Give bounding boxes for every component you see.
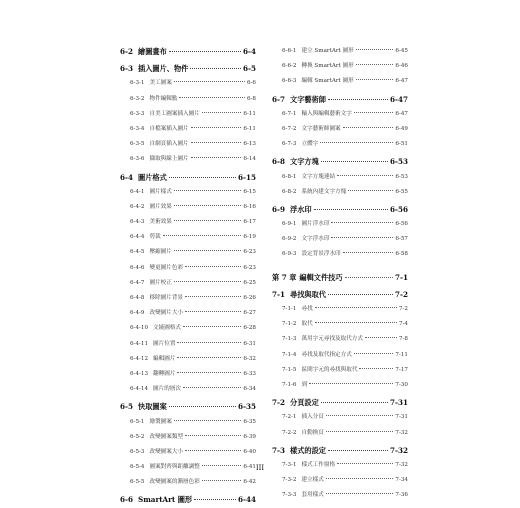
toc-entry-chapter — [272, 270, 408, 285]
toc-entry-number: 6-7 — [272, 94, 285, 104]
toc-entry-sub — [272, 170, 408, 185]
toc-entry-section — [120, 44, 256, 59]
toc-entry-number: 6-5-1 — [130, 418, 145, 425]
toc-entry-title: 自網頁插入圖片 — [149, 141, 189, 148]
toc-entry-number: 7-1-6 — [282, 381, 297, 388]
toc-entry-sub — [272, 44, 408, 59]
toc-entry-page: 7-32 — [390, 445, 408, 455]
toc-entry-sub — [120, 185, 256, 200]
dot-leader — [185, 266, 241, 267]
dot-leader — [315, 322, 397, 323]
dot-leader — [174, 420, 242, 421]
toc-entry-page: 6-28 — [243, 325, 256, 332]
toc-entry-page: 6-4 — [243, 47, 256, 56]
toc-entry-number: 6-8-2 — [282, 188, 297, 195]
toc-entry-number: 6-5-2 — [130, 433, 145, 440]
toc-entry-sub — [272, 302, 408, 317]
toc-entry-page: 7-32 — [395, 461, 408, 468]
toc-entry-page: 6-14 — [243, 156, 256, 163]
toc-entry-number: 6-4-4 — [130, 234, 145, 241]
dot-leader — [331, 237, 393, 238]
toc-entry-section — [120, 492, 256, 507]
toc-entry-number: 7-3 — [272, 445, 285, 455]
toc-entry-title: 插入圖片、物件 — [138, 64, 189, 74]
toc-entry-title: 建立 SmartArt 圖形 — [301, 48, 354, 54]
dot-leader — [174, 250, 242, 251]
toc-entry-sub — [120, 76, 256, 91]
dot-leader — [179, 97, 245, 98]
toc-entry-number: 6-3-2 — [130, 95, 145, 102]
dot-leader — [185, 296, 241, 297]
toc-entry-title: SmartArt 圖形 — [138, 495, 193, 505]
dot-leader — [183, 326, 241, 327]
toc-entry-number: 6-4-2 — [130, 203, 145, 210]
toc-entry-page: 6-26 — [243, 295, 256, 301]
toc-entry-number: 6-3-4 — [130, 125, 145, 132]
toc-entry-page: 7-36 — [395, 492, 408, 499]
toc-entry-title: 圖片的層次 — [153, 386, 182, 393]
dot-leader — [356, 64, 394, 65]
toc-entry-section — [272, 443, 408, 458]
toc-entry-number: 6-8-1 — [282, 173, 297, 180]
dot-leader — [177, 372, 241, 373]
dot-leader — [177, 342, 241, 343]
toc-entry-page: 6-56 — [390, 204, 408, 214]
toc-entry-title: 到 — [301, 381, 308, 388]
toc-entry-page: 6-56 — [395, 221, 408, 228]
toc-entry-title: 區間字元的尋找與取代 — [301, 366, 358, 373]
dot-leader — [191, 157, 242, 158]
dot-leader — [321, 402, 388, 403]
toc-entry-title: 改變圖案的漸層色彩 — [149, 479, 200, 486]
toc-entry-page: 6-13 — [243, 141, 256, 148]
toc-entry-page: 6-15 — [238, 172, 256, 182]
toc-entry-title: 改變圖案大小 — [149, 448, 184, 455]
dot-leader — [328, 294, 393, 295]
toc-entry-sub — [272, 363, 408, 378]
toc-entry-number: 6-7-2 — [282, 125, 297, 132]
toc-entry-page: 7-31 — [395, 414, 408, 421]
toc-entry-title: 剪裁 — [149, 234, 161, 241]
dot-leader — [202, 112, 242, 113]
toc-entry-sub — [272, 74, 408, 89]
toc-entry-number: 7-3-3 — [282, 492, 297, 499]
toc-entry-title: 文字藝術師 — [290, 94, 326, 104]
toc-entry-page: 6-31 — [243, 340, 256, 347]
toc-entry-title: 插入分頁 — [301, 414, 324, 421]
toc-entry-number: 6-6-2 — [282, 63, 297, 70]
toc-entry-number: 6-2 — [120, 47, 133, 56]
toc-entry-page: 6-44 — [238, 495, 256, 505]
toc-entry-page: 6-41 — [243, 464, 256, 471]
dot-leader — [174, 81, 245, 82]
dot-leader — [202, 480, 242, 481]
toc-entry-title: 分頁設定 — [290, 398, 319, 408]
toc-entry-sub — [272, 137, 408, 152]
toc-entry-title: 改變圖案類型 — [149, 433, 184, 440]
toc-entry-title: 文字方塊 — [290, 157, 319, 167]
toc-entry-page: 6-8 — [246, 95, 256, 102]
toc-entry-section — [272, 154, 408, 169]
toc-entry-number: 6-4-10 — [130, 325, 149, 332]
dot-leader — [177, 357, 241, 358]
toc-entry-title: 尋找與取代 — [290, 289, 326, 299]
toc-entry-page: 6-46 — [395, 63, 408, 70]
toc-entry-title: 物件編輯點 — [149, 95, 178, 102]
dot-leader — [326, 415, 394, 416]
toc-entry-number: 6-3-5 — [130, 141, 145, 148]
toc-entry-number: 6-5-3 — [130, 448, 145, 455]
dot-leader — [174, 220, 242, 221]
dot-leader — [365, 337, 397, 338]
toc-entry-title: 圖案對齊與距離調整 — [149, 464, 200, 471]
toc-entry-page: 6-53 — [395, 173, 408, 180]
toc-entry-number: 6-8 — [272, 157, 285, 167]
toc-entry-sub — [272, 410, 408, 425]
toc-entry-number: 第 7 章 — [272, 272, 297, 282]
toc-entry-page: 6-32 — [243, 355, 256, 362]
toc-entry-page: 6-15 — [243, 188, 256, 195]
toc-entry-title: 擷取與線上圖片 — [149, 156, 189, 163]
toc-entry-sub — [120, 382, 256, 397]
toc-entry-page: 7-11 — [395, 351, 408, 358]
toc-entry-title: 轉換 SmartArt 圖形 — [301, 63, 354, 70]
toc-entry-title: 繪圖畫布 — [138, 47, 167, 56]
dot-leader — [326, 431, 394, 432]
toc-left-column — [120, 44, 256, 508]
toc-entry-number: 6-3-1 — [130, 80, 145, 87]
dot-leader — [190, 68, 241, 69]
toc-entry-sub — [272, 426, 408, 441]
toc-entry-number: 6-4-14 — [130, 386, 149, 393]
toc-entry-page: 6-35 — [243, 418, 256, 425]
toc-entry-sub — [120, 276, 256, 291]
toc-entry-page: 7-34 — [395, 477, 408, 484]
toc-entry-page: 6-19 — [243, 234, 256, 241]
dot-leader — [356, 49, 394, 50]
page-number: III — [255, 464, 265, 472]
toc-entry-title: 輸入與編輯藝術文字 — [301, 110, 352, 117]
toc-entry-sub — [120, 152, 256, 167]
dot-leader — [320, 142, 393, 143]
toc-entry-number: 6-9-3 — [282, 251, 297, 258]
toc-entry-sub — [120, 122, 256, 137]
toc-entry-number: 7-3-2 — [282, 477, 297, 484]
toc-entry-page: 7-4 — [398, 321, 408, 328]
toc-entry-page: 6-33 — [243, 370, 256, 377]
dot-leader — [348, 190, 393, 191]
toc-entry-number: 6-3-3 — [130, 110, 145, 117]
toc-entry-page: 6-47 — [395, 110, 408, 117]
toc-entry-sub — [120, 230, 256, 245]
toc-entry-number: 6-3 — [120, 64, 133, 74]
toc-entry-page: 6-57 — [395, 236, 408, 243]
dot-leader — [309, 383, 393, 384]
toc-entry-page: 6-11 — [243, 110, 256, 117]
toc-entry-sub — [120, 137, 256, 152]
toc-entry-page: 6-39 — [243, 433, 256, 440]
dot-leader — [328, 450, 388, 451]
toc-entry-sub — [120, 445, 256, 460]
toc-entry-title: 文字浮水印 — [301, 236, 330, 243]
toc-entry-sub — [120, 475, 256, 490]
toc-entry-sub — [120, 261, 256, 276]
toc-entry-number: 6-4-11 — [130, 340, 149, 347]
toc-entry-page: 6-53 — [390, 157, 408, 167]
toc-entry-title: 設定背景浮水印 — [301, 251, 341, 258]
toc-entry-section — [272, 202, 408, 217]
dot-leader — [326, 478, 394, 479]
dot-leader — [191, 127, 242, 128]
toc-entry-title: 編輯文件技巧 — [299, 272, 343, 282]
toc-entry-sub — [120, 200, 256, 215]
toc-entry-sub — [272, 232, 408, 247]
toc-entry-number: 6-4-13 — [130, 370, 149, 377]
toc-entry-number: 6-4-8 — [130, 295, 145, 301]
toc-entry-number: 6-7-3 — [282, 141, 297, 148]
toc-entry-sub — [272, 122, 408, 137]
toc-entry-number: 7-1-5 — [282, 366, 297, 373]
toc-entry-page: 7-2 — [395, 289, 408, 299]
toc-entry-page: 6-6 — [246, 80, 256, 87]
dot-leader — [185, 311, 241, 312]
toc-entry-page: 6-11 — [243, 125, 256, 132]
dot-leader — [163, 235, 242, 236]
toc-entry-page: 7-31 — [390, 398, 408, 408]
dot-leader — [174, 190, 242, 191]
toc-entry-title: 立體字 — [301, 141, 319, 148]
toc-entry-page: 6-55 — [395, 188, 408, 195]
toc-entry-title: 取代 — [301, 321, 313, 328]
toc-entry-title: 文字藝術師圖案 — [301, 125, 341, 132]
toc-entry-title: 移除圖片背景 — [149, 295, 184, 301]
toc-entry-title: 圖片浮水印 — [301, 221, 330, 228]
toc-entry-sub — [272, 317, 408, 332]
toc-entry-title: 變更圖片色彩 — [149, 264, 184, 271]
toc-entry-page: 7-1 — [395, 272, 408, 282]
toc-entry-title: 圖片效果 — [149, 203, 172, 210]
toc-entry-page: 7-8 — [398, 336, 408, 343]
toc-entry-number: 6-4-6 — [130, 264, 145, 271]
toc-entry-number: 7-1-1 — [282, 306, 297, 312]
dot-leader — [321, 161, 388, 162]
dot-leader — [185, 435, 241, 436]
toc-right-column — [272, 44, 408, 503]
toc-entry-number: 6-9-1 — [282, 221, 297, 228]
toc-entry-page: 6-49 — [395, 125, 408, 132]
toc-entry-page: 7-32 — [395, 429, 408, 436]
dot-leader — [343, 252, 394, 253]
toc-entry-sub — [120, 367, 256, 382]
toc-entry-title: 浮水印 — [290, 204, 312, 214]
toc-entry-title: 尋找 — [301, 306, 313, 312]
toc-entry-sub — [120, 107, 256, 122]
toc-entry-sub — [272, 107, 408, 122]
toc-entry-number: 6-4 — [120, 172, 133, 182]
toc-entry-sub — [120, 337, 256, 352]
toc-entry-number: 6-4-12 — [130, 355, 149, 362]
toc-entry-sub — [120, 352, 256, 367]
dot-leader — [343, 127, 394, 128]
toc-entry-page: 6-42 — [243, 479, 256, 486]
toc-entry-page: 6-25 — [243, 279, 256, 286]
toc-entry-page: 6-35 — [238, 402, 256, 412]
dot-leader — [183, 387, 241, 388]
toc-entry-sub — [272, 378, 408, 393]
dot-leader — [174, 281, 242, 282]
toc-entry-sub — [120, 430, 256, 445]
toc-entry-page: 6-23 — [243, 264, 256, 271]
toc-entry-page: 7-17 — [395, 366, 408, 373]
toc-entry-number: 6-6-3 — [282, 78, 297, 85]
dot-leader — [174, 205, 242, 206]
toc-entry-number: 7-2 — [272, 398, 285, 408]
toc-entry-number: 6-4-7 — [130, 279, 145, 286]
toc-entry-title: 樣式的設定 — [290, 445, 326, 455]
toc-entry-page: 6-27 — [243, 310, 256, 317]
toc-entry-title: 文字方塊連結 — [301, 173, 336, 180]
toc-entry-number: 7-1 — [272, 289, 285, 299]
toc-entry-section — [120, 170, 256, 185]
toc-entry-page: 6-5 — [243, 64, 256, 74]
toc-entry-number: 7-2-1 — [282, 414, 297, 421]
toc-entry-sub — [120, 321, 256, 336]
toc-entry-title: 萬用字元尋找及取代方式 — [301, 336, 364, 343]
toc-entry-sub — [272, 247, 408, 262]
toc-entry-page: 6-58 — [395, 251, 408, 258]
toc-entry-number: 6-4-5 — [130, 249, 145, 256]
toc-entry-page: 6-34 — [243, 386, 256, 393]
toc-entry-sub — [120, 415, 256, 430]
toc-entry-title: 壓縮圖片 — [149, 249, 172, 256]
toc-entry-title: 翻轉圖片 — [153, 370, 176, 377]
toc-entry-number: 6-5 — [120, 402, 133, 412]
dot-leader — [359, 368, 393, 369]
toc-entry-number: 7-1-2 — [282, 321, 297, 328]
toc-entry-number: 7-2-2 — [282, 429, 297, 436]
toc-entry-number: 6-5-5 — [130, 479, 145, 486]
toc-entry-title: 圖片位置 — [153, 340, 176, 347]
toc-entry-title: 建立樣式 — [301, 477, 324, 484]
toc-entry-page: 6-51 — [395, 141, 408, 148]
toc-entry-sub — [272, 217, 408, 232]
toc-entry-title: 樣式工作窗格 — [301, 461, 336, 468]
dot-leader — [354, 353, 394, 354]
dot-leader — [356, 79, 394, 80]
dot-leader — [169, 177, 236, 178]
dot-leader — [315, 307, 397, 308]
toc-entry-title: 套用樣式 — [301, 492, 324, 499]
dot-leader — [328, 99, 388, 100]
toc-entry-section — [120, 61, 256, 76]
dot-leader — [169, 406, 236, 407]
toc-entry-section — [120, 399, 256, 414]
toc-entry-section — [272, 92, 408, 107]
dot-leader — [326, 493, 394, 494]
toc-entry-number: 6-9-2 — [282, 236, 297, 243]
toc-entry-sub — [272, 59, 408, 74]
toc-entry-number: 6-3-6 — [130, 156, 145, 163]
toc-entry-title: 快取圖案 — [138, 402, 167, 412]
toc-entry-number: 7-1-4 — [282, 351, 297, 358]
toc-entry-sub — [120, 92, 256, 107]
dot-leader — [354, 112, 394, 113]
toc-entry-title: 繪製圖案 — [149, 418, 172, 425]
toc-entry-number: 6-9 — [272, 204, 285, 214]
toc-entry-page: 6-47 — [390, 94, 408, 104]
toc-entry-sub — [272, 185, 408, 200]
toc-entry-page: 6-40 — [243, 448, 256, 455]
toc-entry-title: 系統內建文字方塊 — [301, 188, 347, 195]
toc-entry-page: 6-16 — [243, 203, 256, 210]
toc-entry-page: 7-30 — [395, 381, 408, 388]
toc-entry-page: 6-23 — [243, 249, 256, 256]
toc-entry-title: 自檔案插入圖片 — [149, 125, 189, 132]
toc-entry-title: 改變圖片大小 — [149, 310, 184, 317]
toc-entry-sub — [120, 245, 256, 260]
toc-entry-page: 7-2 — [398, 306, 408, 312]
dot-leader — [337, 175, 393, 176]
toc-entry-number: 6-6 — [120, 495, 133, 505]
toc-entry-page: 6-45 — [395, 48, 408, 54]
toc-entry-sub — [120, 306, 256, 321]
dot-leader — [185, 450, 241, 451]
toc-entry-sub — [272, 332, 408, 347]
toc-entry-number: 7-1-3 — [282, 336, 297, 343]
toc-entry-title: 自美工圖案插入圖片 — [149, 110, 200, 117]
dot-leader — [169, 51, 241, 52]
toc-entry-title: 美術效果 — [149, 219, 172, 226]
toc-entry-section — [272, 395, 408, 410]
toc-entry-title: 編輯圖片 — [153, 355, 176, 362]
toc-entry-title: 文繞圖格式 — [153, 325, 182, 332]
toc-entry-number: 7-3-1 — [282, 461, 297, 468]
dot-leader — [345, 277, 393, 278]
dot-leader — [314, 209, 388, 210]
toc-entry-title: 圖片樣式 — [149, 188, 172, 195]
toc-entry-title: 圖片格式 — [138, 172, 167, 182]
toc-entry-title: 美工圖案 — [149, 80, 172, 87]
toc-entry-number: 6-4-1 — [130, 188, 145, 195]
toc-entry-title: 圖片校正 — [149, 279, 172, 286]
toc-entry-sub — [120, 291, 256, 306]
toc-entry-sub — [272, 488, 408, 503]
toc-entry-sub — [272, 473, 408, 488]
dot-leader — [331, 222, 393, 223]
toc-entry-number: 6-7-1 — [282, 110, 297, 117]
toc-entry-section — [272, 287, 408, 302]
toc-entry-title: 自動換頁 — [301, 429, 324, 436]
toc-entry-page: 6-47 — [395, 78, 408, 85]
toc-entry-page: 6-17 — [243, 219, 256, 226]
toc-entry-title: 尋找及取代指定方式 — [301, 351, 352, 358]
toc-entry-number: 6-4-3 — [130, 219, 145, 226]
toc-entry-number: 6-6-1 — [282, 48, 297, 54]
toc-entry-number: 6-5-4 — [130, 464, 145, 471]
dot-leader — [191, 142, 242, 143]
toc-entry-number: 6-4-9 — [130, 310, 145, 317]
toc-entry-sub — [272, 348, 408, 363]
toc-entry-title: 編輯 SmartArt 圖形 — [301, 78, 354, 85]
toc-entry-sub — [120, 215, 256, 230]
